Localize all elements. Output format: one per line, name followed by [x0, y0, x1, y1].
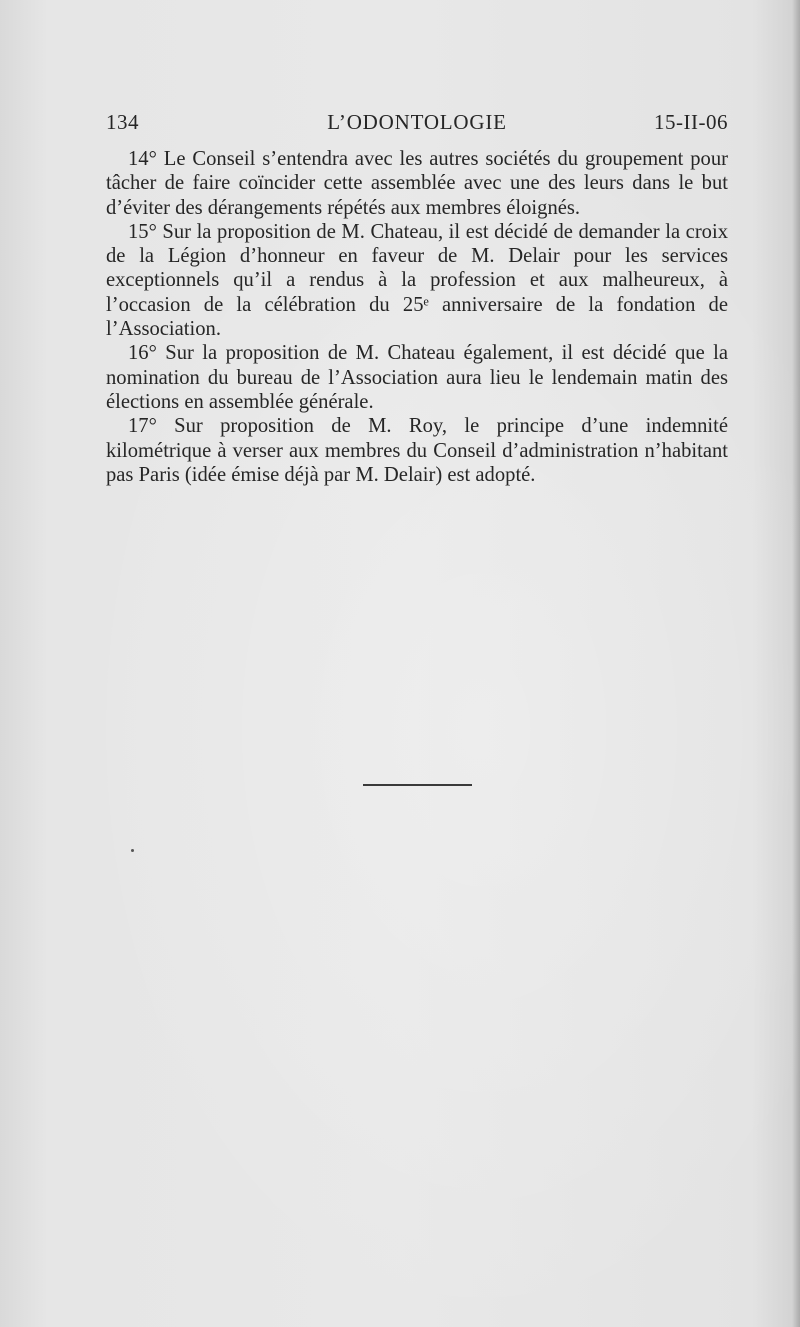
ink-speck: [131, 849, 134, 852]
paragraph-17: 17° Sur proposition de M. Roy, le principe d’une indemnité kilométrique à verser aux membres du Conseil d’administration n’habitant pas Paris (idée émise déjà par M. Delair) est adopté.: [106, 415, 728, 486]
running-head: [106, 110, 728, 140]
paragraph-16: 16° Sur la proposition de M. Chateau également, il est décidé que la nomination du bureau de l’Association aura lieu le lendemain matin des élections en assemblée générale.: [106, 342, 728, 413]
paragraph-14: 14° Le Conseil s’entendra avec les autres sociétés du groupement pour tâcher de faire coïncider cette assemblée avec une des leurs dans le but d’éviter des dérangements répétés aux membres éloignés.: [106, 148, 728, 219]
paragraph-15: 15° Sur la proposition de M. Chateau, il est décidé de demander la croix de la Légion d’honneur en faveur de M. Delair pour les services exceptionnels qu’il a rendus à la profession et aux malheureux, à l’occasion de la célébration du 25ᵉ anniversaire de la fondation de l’Association.: [106, 220, 728, 341]
issue-date: 15-II-06: [654, 110, 728, 134]
page-number: 134: [106, 110, 139, 134]
page-edge-shadow: [792, 0, 800, 1327]
journal-title: L’ODONTOLOGIE: [327, 110, 507, 134]
section-end-rule: [363, 784, 472, 786]
body-text: [106, 147, 728, 487]
